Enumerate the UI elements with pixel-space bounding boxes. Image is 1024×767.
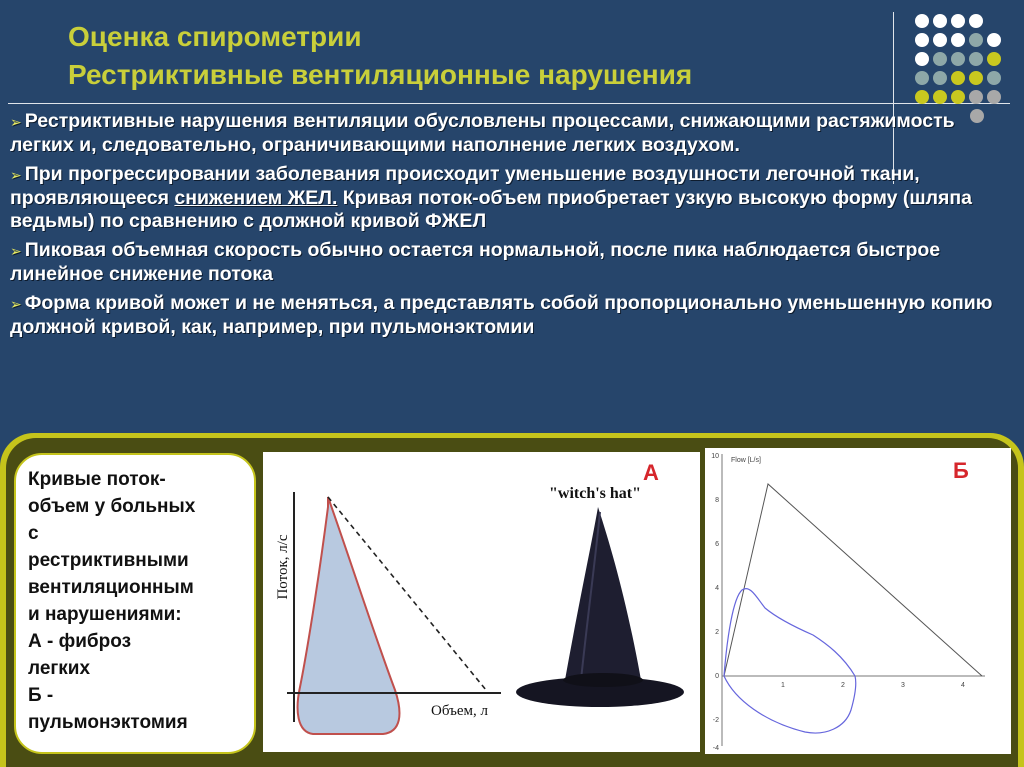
y-axis-label: Поток, л/с xyxy=(275,534,291,600)
x-tick: 1 xyxy=(781,682,785,689)
y-tick: 4 xyxy=(715,585,719,592)
bullet-marker-icon: ➢ xyxy=(10,114,22,130)
decor-dot xyxy=(951,14,965,28)
title-line-2: Рестриктивные вентиляционные нарушения xyxy=(68,59,693,90)
decor-dot xyxy=(933,90,947,104)
bullet-underlined-text: снижением ЖЕЛ. xyxy=(174,187,338,209)
bullet-marker-icon: ➢ xyxy=(10,296,22,312)
decor-dot xyxy=(969,90,983,104)
x-tick: 2 xyxy=(841,682,845,689)
figure-a-label: А xyxy=(643,460,659,485)
bullet-text: При прогрессировании заболевания происходит уменьшение воздушности легочной ткани, проявляющееся xyxy=(10,163,920,209)
decor-dot xyxy=(951,71,965,85)
predicted-curve xyxy=(724,484,982,676)
y-tick: 10 xyxy=(711,453,719,460)
y-tick-labels xyxy=(711,453,719,752)
decor-dot xyxy=(987,71,1001,85)
bullet-text: Рестриктивные нарушения вентиляции обусловлены процессами, снижающими растяжимость легких и, следовательно, ограничивающими наполнение легких воздухом. xyxy=(10,110,955,156)
bullet-marker-icon: ➢ xyxy=(10,243,22,259)
y-tick: -4 xyxy=(712,745,719,752)
inspiratory-flow-curve xyxy=(724,676,856,733)
y-tick: 2 xyxy=(715,629,719,636)
bullet-item-4 xyxy=(10,292,1010,339)
caption-line: А - фиброз xyxy=(28,631,132,652)
slide-title xyxy=(68,18,868,94)
witch-hat-icon xyxy=(516,507,684,707)
caption-line: пульмонэктомия xyxy=(28,712,188,733)
decor-dot xyxy=(933,14,947,28)
caption-line: объем у больных xyxy=(28,496,196,517)
decor-dot xyxy=(987,90,1001,104)
decor-dot xyxy=(969,52,983,66)
x-tick: 3 xyxy=(901,682,905,689)
caption-text xyxy=(28,466,250,736)
decor-dot xyxy=(933,52,947,66)
decor-dot xyxy=(915,33,929,47)
y-tick: -2 xyxy=(712,717,719,724)
caption-line: с xyxy=(28,523,39,544)
decor-dot xyxy=(951,90,965,104)
caption-line: и нарушениями: xyxy=(28,604,182,625)
figure-a-graphic xyxy=(263,452,700,752)
caption-line: легких xyxy=(28,658,91,679)
figure-b xyxy=(705,448,1011,754)
bullet-item-2 xyxy=(10,163,1010,233)
decor-dot xyxy=(951,33,965,47)
x-axis-label: Объем, л xyxy=(431,703,488,719)
hat-label: "witch's hat" xyxy=(549,485,641,502)
decor-horizontal-line xyxy=(8,103,1010,104)
caption-line: Б - xyxy=(28,685,54,706)
y-axis-title: Flow [L/s] xyxy=(731,457,761,464)
decor-dot xyxy=(969,33,983,47)
decor-dot xyxy=(933,33,947,47)
fibrosis-curve xyxy=(298,497,400,734)
y-tick: 6 xyxy=(715,541,719,548)
decor-dot xyxy=(951,52,965,66)
decor-dot xyxy=(987,52,1001,66)
bullet-marker-icon: ➢ xyxy=(10,167,22,183)
decor-dot xyxy=(915,71,929,85)
bullet-item-3 xyxy=(10,239,1010,286)
y-tick: 8 xyxy=(715,497,719,504)
y-tick: 0 xyxy=(715,673,719,680)
x-tick: 4 xyxy=(961,682,965,689)
bullet-list xyxy=(10,110,1010,345)
bullet-text: Пиковая объемная скорость обычно остается нормальной, после пика наблюдается быстрое линейное снижение потока xyxy=(10,239,941,285)
decor-dot xyxy=(969,71,983,85)
x-tick-labels xyxy=(781,682,965,689)
figure-b-label: Б xyxy=(953,458,969,483)
expiratory-flow-curve xyxy=(724,589,855,676)
title-line-1: Оценка спирометрии xyxy=(68,21,362,52)
bullet-text: Кривая поток-объем приобретает узкую высокую форму (шляпа ведьмы) по сравнению с должной кривой ФЖЕЛ xyxy=(10,187,973,232)
figure-a xyxy=(263,452,700,752)
caption-line: Кривые поток- xyxy=(28,469,166,490)
bullet-text: Форма кривой может и не меняться, а представлять собой пропорционально уменьшенную копию должной кривой, как, например, при пульмонэктомии xyxy=(10,292,993,338)
decor-dot xyxy=(915,52,929,66)
decor-dot xyxy=(969,14,983,28)
caption-line: рестриктивными xyxy=(28,550,189,571)
decor-dot xyxy=(933,71,947,85)
decor-dot xyxy=(987,33,1001,47)
decor-dot xyxy=(915,14,929,28)
figure-b-graphic xyxy=(705,448,1011,754)
bullet-item-1 xyxy=(10,110,1010,157)
caption-line: вентиляционным xyxy=(28,577,194,598)
decor-dot xyxy=(915,90,929,104)
